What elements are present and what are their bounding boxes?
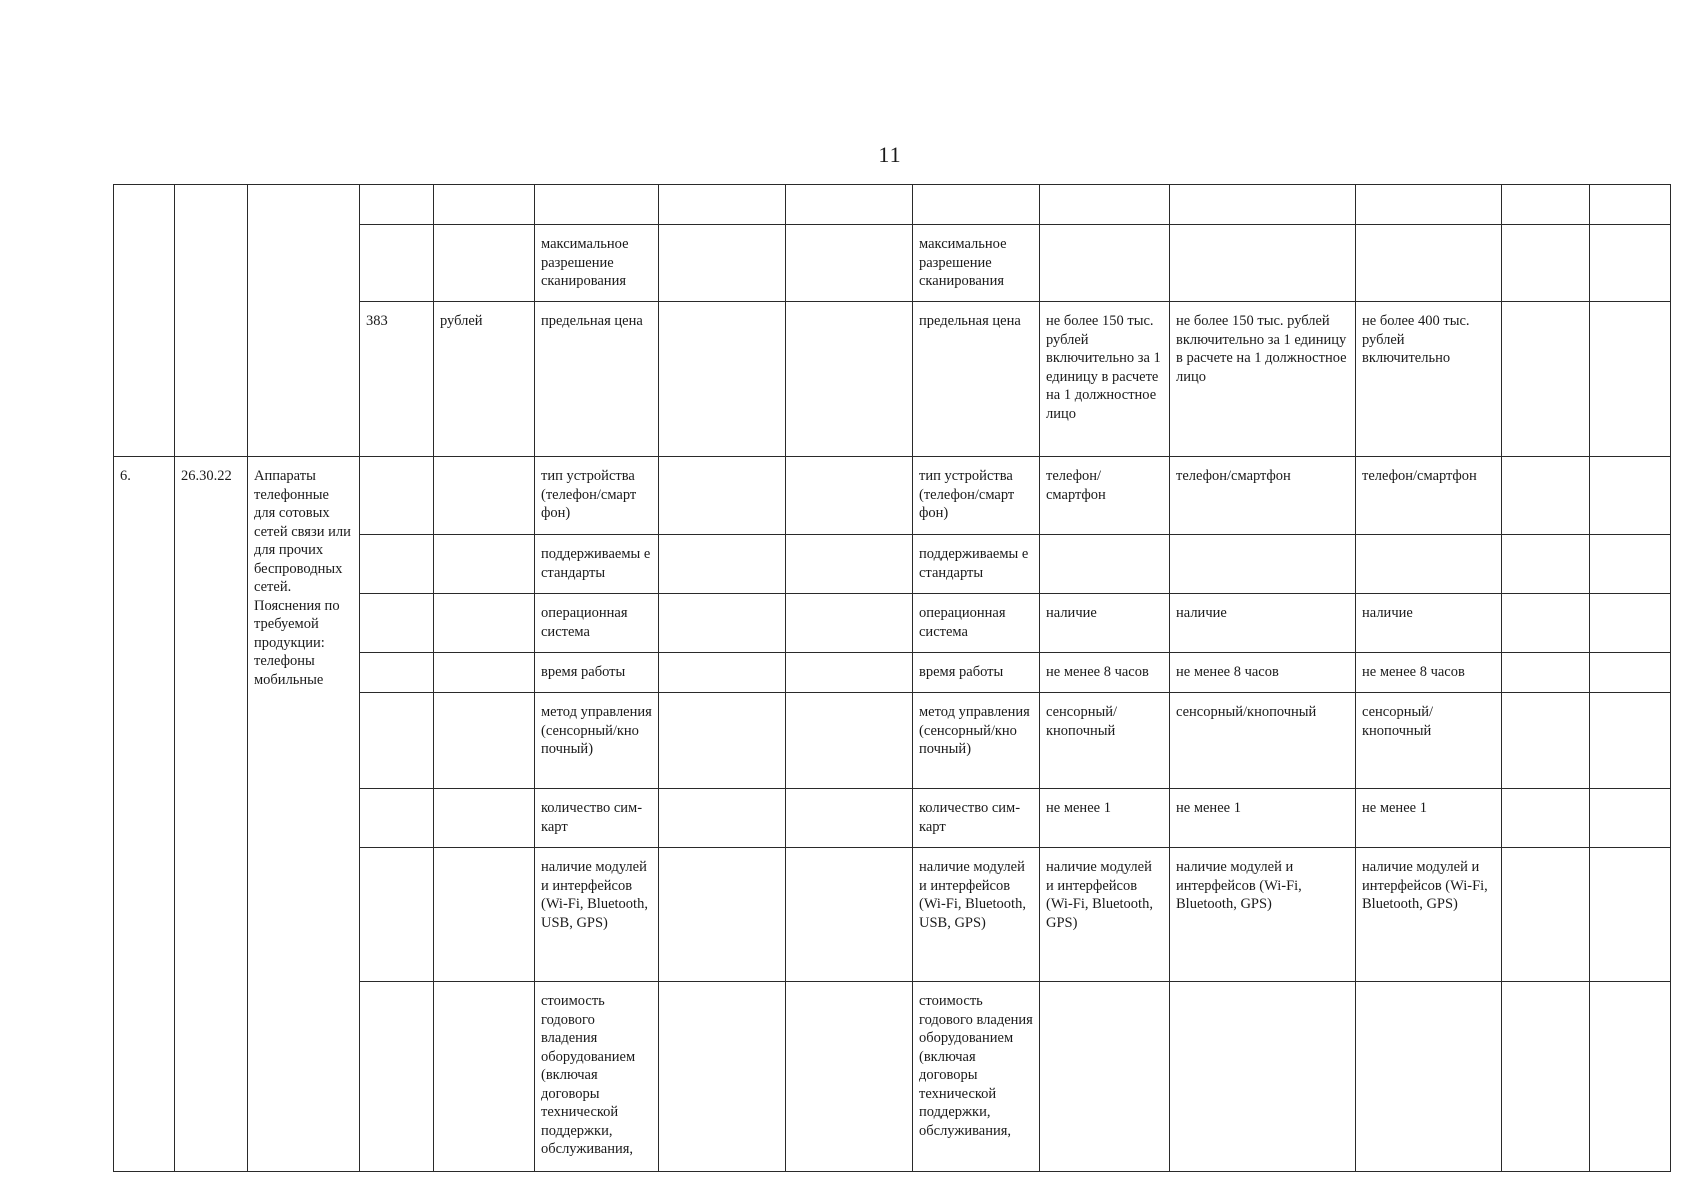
characteristic-cell: количество сим-карт (535, 789, 659, 848)
table-cell (786, 982, 913, 1172)
value-cell (1040, 535, 1170, 594)
char-name-cell: время работы (913, 653, 1040, 693)
table-cell (1590, 848, 1671, 982)
table-cell (786, 594, 913, 653)
value-cell (1356, 982, 1502, 1172)
value-cell: не менее 1 (1040, 789, 1170, 848)
table-cell (434, 225, 535, 302)
table-cell (360, 535, 434, 594)
table-cell (1502, 535, 1590, 594)
table-cell (1356, 225, 1502, 302)
table-cell (1040, 185, 1170, 225)
characteristic-cell: предельная цена (535, 302, 659, 457)
table-cell (1502, 848, 1590, 982)
table-cell (1502, 594, 1590, 653)
table-cell (175, 185, 248, 457)
table-cell (434, 535, 535, 594)
table-cell (659, 594, 786, 653)
unit-code-cell: 383 (360, 302, 434, 457)
table-cell (1502, 302, 1590, 457)
table-cell (1040, 225, 1170, 302)
okpd-code-cell: 26.30.22 (175, 457, 248, 1172)
value-cell: наличие модулей и интерфейсов (Wi-Fi, Bluetooth, GPS) (1356, 848, 1502, 982)
characteristic-cell: время работы (535, 653, 659, 693)
characteristic-cell: метод управления (сенсорный/кно почный) (535, 693, 659, 789)
char-name-cell: максимальное разрешение сканирования (913, 225, 1040, 302)
table-cell (1170, 225, 1356, 302)
table-cell (659, 848, 786, 982)
table-cell (1590, 653, 1671, 693)
value-cell: наличие (1040, 594, 1170, 653)
table-cell (1170, 185, 1356, 225)
page-number: 11 (878, 142, 902, 167)
table-cell (1590, 302, 1671, 457)
table-cell (360, 982, 434, 1172)
value-cell: сенсорный/ кнопочный (1356, 693, 1502, 789)
table-cell (360, 457, 434, 535)
table-cell (360, 594, 434, 653)
char-name-cell: стоимость годового владения оборудованием (включая договоры технической поддержки, обслуживания, (913, 982, 1040, 1172)
table-cell (659, 535, 786, 594)
table-cell (913, 185, 1040, 225)
table-cell (1502, 457, 1590, 535)
table-cell (786, 302, 913, 457)
table-cell (1502, 225, 1590, 302)
table-cell (786, 457, 913, 535)
item-name-cell: Аппараты телефонные для сотовых сетей связи или для прочих беспроводных сетей. Пояснения по требуемой продукции: телефоны мобильные (248, 457, 360, 1172)
char-name-cell: метод управления (сенсорный/кно почный) (913, 693, 1040, 789)
table-cell (1502, 653, 1590, 693)
table-cell (786, 848, 913, 982)
table-cell (360, 185, 434, 225)
table-cell (659, 789, 786, 848)
table-cell (659, 225, 786, 302)
table-cell (786, 225, 913, 302)
table-cell (248, 185, 360, 457)
table-cell (659, 693, 786, 789)
table-cell (434, 848, 535, 982)
table-cell (659, 185, 786, 225)
table-cell (659, 982, 786, 1172)
value-cell: не более 400 тыс. рублей включительно (1356, 302, 1502, 457)
table-cell (1590, 457, 1671, 535)
table-cell (659, 457, 786, 535)
item-number-cell: 6. (114, 457, 175, 1172)
table-cell (1590, 693, 1671, 789)
table-cell (1502, 789, 1590, 848)
value-cell: наличие модулей и интерфейсов (Wi-Fi, Bluetooth, GPS) (1170, 848, 1356, 982)
table-cell (659, 302, 786, 457)
table-cell (1590, 225, 1671, 302)
table-cell (786, 653, 913, 693)
table-cell (360, 848, 434, 982)
value-cell: наличие модулей и интерфейсов (Wi-Fi, Bluetooth, GPS) (1040, 848, 1170, 982)
value-cell: наличие (1356, 594, 1502, 653)
value-cell: не более 150 тыс. рублей включительно за 1 единицу в расчете на 1 должностное лицо (1040, 302, 1170, 457)
table-cell (786, 535, 913, 594)
table-cell (786, 789, 913, 848)
value-cell: телефон/смартфон (1356, 457, 1502, 535)
table-row (114, 457, 1671, 535)
table-cell (659, 653, 786, 693)
value-cell (1170, 982, 1356, 1172)
table-cell (1502, 693, 1590, 789)
table-cell (786, 693, 913, 789)
table-cell (1502, 185, 1590, 225)
value-cell: не менее 1 (1170, 789, 1356, 848)
table-cell (1590, 594, 1671, 653)
table-cell (434, 653, 535, 693)
table-cell (1590, 982, 1671, 1172)
char-name-cell: наличие модулей и интерфейсов (Wi-Fi, Bluetooth, USB, GPS) (913, 848, 1040, 982)
table-cell (434, 982, 535, 1172)
value-cell (1040, 982, 1170, 1172)
value-cell: телефон/ смартфон (1040, 457, 1170, 535)
table-row (114, 185, 1671, 225)
table-cell (360, 789, 434, 848)
characteristic-cell: тип устройства (телефон/смарт фон) (535, 457, 659, 535)
value-cell (1356, 535, 1502, 594)
requirements-table (113, 184, 1671, 1172)
value-cell: не менее 8 часов (1170, 653, 1356, 693)
value-cell: не более 150 тыс. рублей включительно за 1 единицу в расчете на 1 должностное лицо (1170, 302, 1356, 457)
table-cell (434, 789, 535, 848)
char-name-cell: количество сим-карт (913, 789, 1040, 848)
table-cell (1356, 185, 1502, 225)
value-cell: сенсорный/ кнопочный (1040, 693, 1170, 789)
unit-name-cell: рублей (434, 302, 535, 457)
table-cell (434, 594, 535, 653)
characteristic-cell: стоимость годового владения оборудованием (включая договоры технической поддержки, обслуживания, (535, 982, 659, 1172)
value-cell (1170, 535, 1356, 594)
value-cell: не менее 8 часов (1040, 653, 1170, 693)
char-name-cell: тип устройства (телефон/смарт фон) (913, 457, 1040, 535)
value-cell: телефон/смартфон (1170, 457, 1356, 535)
char-name-cell: поддерживаемы е стандарты (913, 535, 1040, 594)
table-cell (535, 185, 659, 225)
value-cell: не менее 8 часов (1356, 653, 1502, 693)
characteristic-cell: операционная система (535, 594, 659, 653)
table-cell (1590, 185, 1671, 225)
table-cell (114, 185, 175, 457)
characteristic-cell: наличие модулей и интерфейсов (Wi-Fi, Bluetooth, USB, GPS) (535, 848, 659, 982)
table-cell (360, 225, 434, 302)
table-cell (1502, 982, 1590, 1172)
table-cell (1590, 535, 1671, 594)
table-cell (360, 693, 434, 789)
value-cell: наличие (1170, 594, 1356, 653)
table-cell (434, 693, 535, 789)
table-cell (434, 457, 535, 535)
value-cell: сенсорный/кнопочный (1170, 693, 1356, 789)
characteristic-cell: поддерживаемы е стандарты (535, 535, 659, 594)
value-cell: не менее 1 (1356, 789, 1502, 848)
table-cell (360, 653, 434, 693)
char-name-cell: операционная система (913, 594, 1040, 653)
table-cell (1590, 789, 1671, 848)
table-cell (786, 185, 913, 225)
char-name-cell: предельная цена (913, 302, 1040, 457)
table-cell (434, 185, 535, 225)
characteristic-cell: максимальное разрешение сканирования (535, 225, 659, 302)
